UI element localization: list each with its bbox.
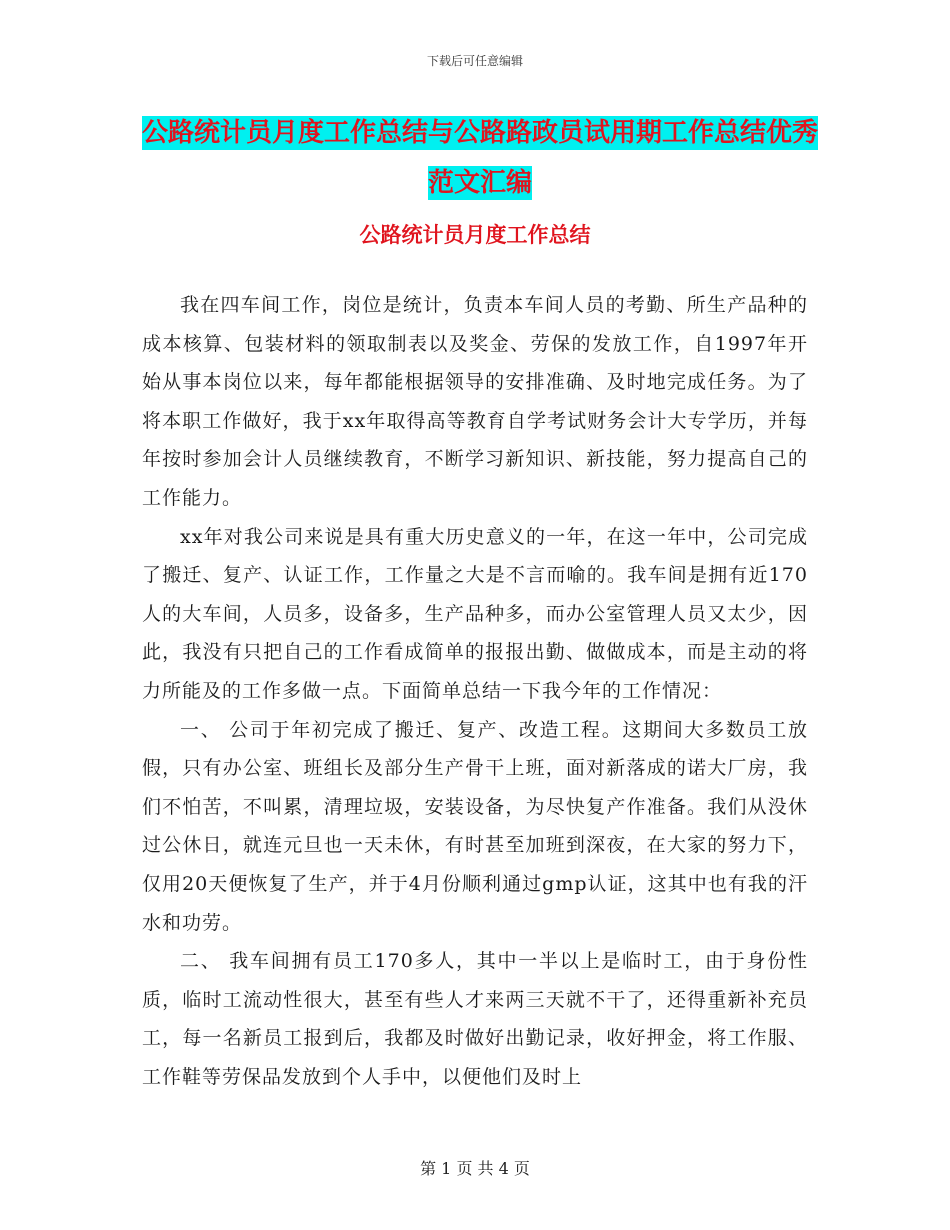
document-title-text: 公路统计员月度工作总结与公路路政员试用期工作总结优秀范文汇编 <box>141 118 818 198</box>
document-title <box>140 108 820 208</box>
paragraph: 一、 公司于年初完成了搬迁、复产、改造工程。这期间大多数员工放假，只有办公室、班组长及部分生产骨干上班，面对新落成的诺大厂房，我们不怕苦，不叫累，清理垃圾，安装设备，为尽快复产作准备。我们从没休过公休日，就连元旦也一天未休，有时甚至加班到深夜，在大家的努力下，仅用20天便恢复了生产，并于4月份顺利通过gmp认证，这其中也有我的汗水和功劳。 <box>142 718 808 934</box>
paragraph: xx年对我公司来说是具有重大历史意义的一年，在这一年中，公司完成了搬迁、复产、认证工作，工作量之大是不言而喻的。我车间是拥有近170人的大车间，人员多，设备多，生产品种多，而办公室管理人员又太少，因此，我没有只把自己的工作看成简单的报报出勤、做做成本，而是主动的将力所能及的工作多做一点。下面简单总结一下我今年的工作情况： <box>142 525 808 702</box>
paragraph: 二、 我车间拥有员工170多人，其中一半以上是临时工，由于身份性质，临时工流动性很大，甚至有些人才来两三天就不干了，还得重新补充员工，每一名新员工报到后，我都及时做好出勤记录，收好押金，将工作服、工作鞋等劳保品发放到个人手中，以便他们及时上 <box>142 950 808 1088</box>
document-body <box>142 286 808 1096</box>
page-number-footer: 第 1 页 共 4 页 <box>420 1159 530 1178</box>
header-note: 下载后可任意编辑 <box>426 54 523 68</box>
section-title: 公路统计员月度工作总结 <box>359 223 591 247</box>
paragraph: 我在四车间工作，岗位是统计，负责本车间人员的考勤、所生产品种的成本核算、包装材料的领取制表以及奖金、劳保的发放工作，自1997年开始从事本岗位以来，每年都能根据领导的安排准确、及时地完成任务。为了将本职工作做好，我于xx年取得高等教育自学考试财务会计大专学历，并每年按时参加会计人员继续教育，不断学习新知识、新技能，努力提高自己的工作能力。 <box>142 294 808 509</box>
